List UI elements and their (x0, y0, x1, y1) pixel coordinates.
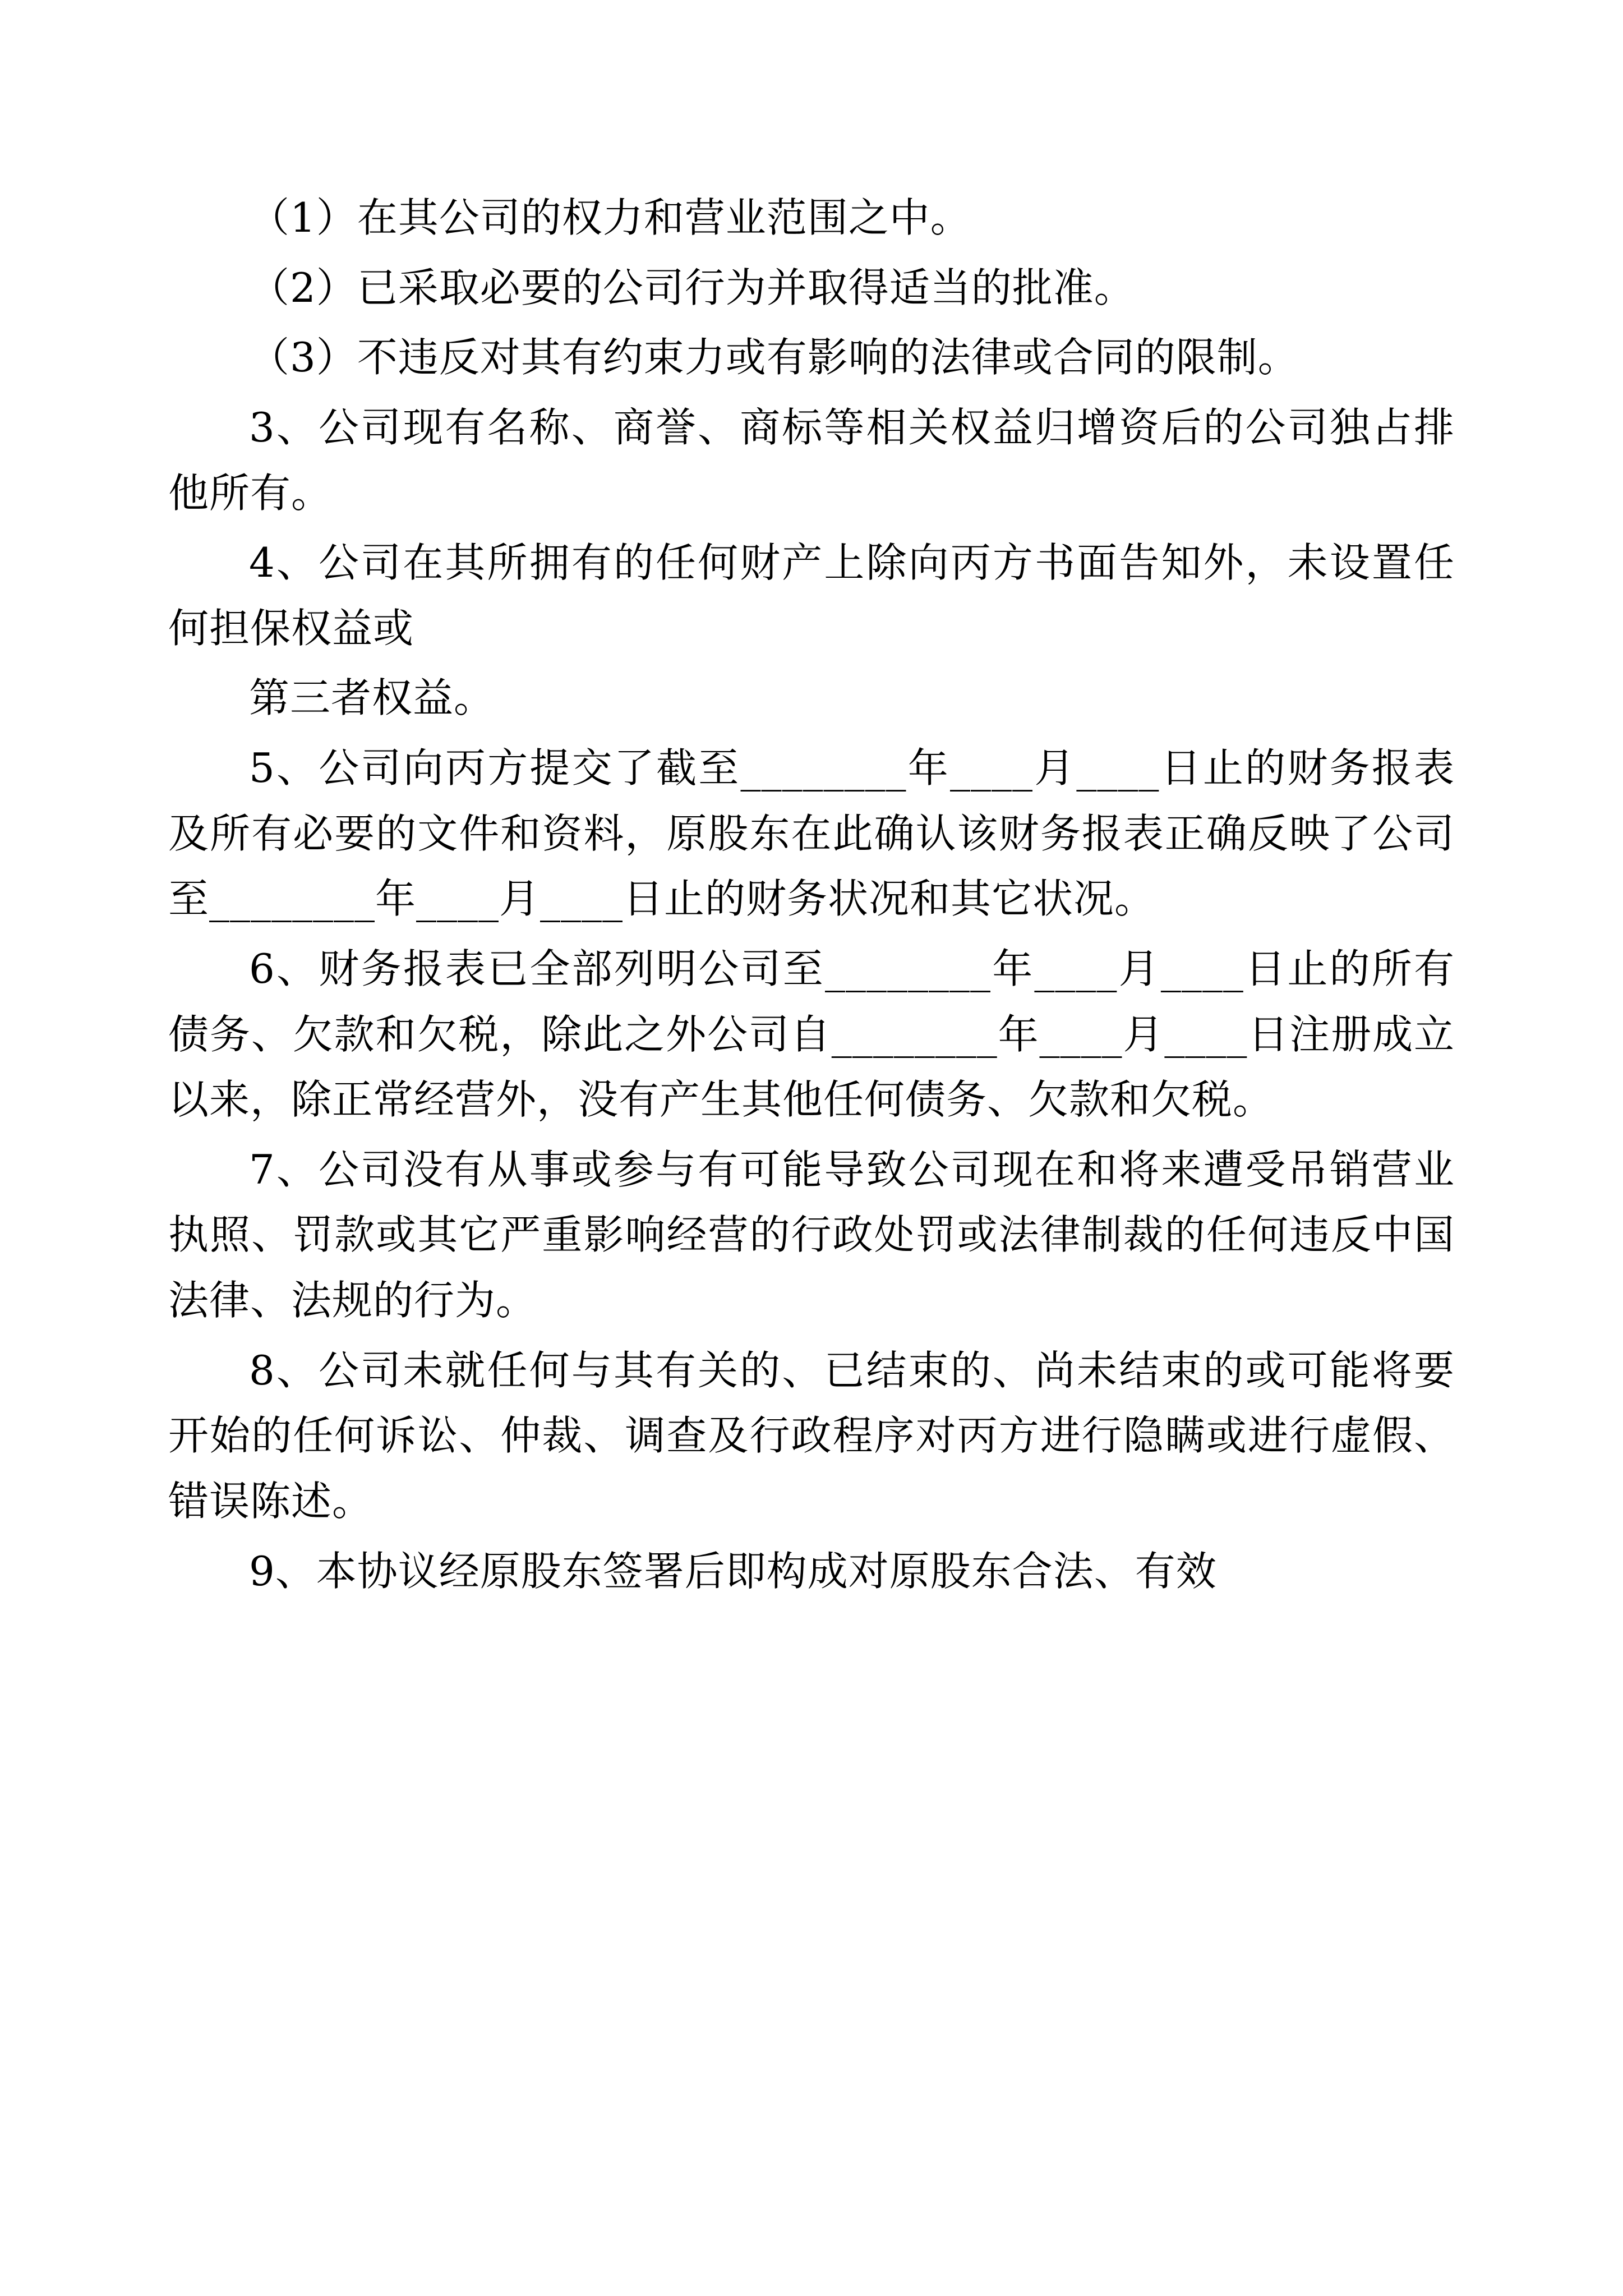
document-body (168, 185, 1455, 1604)
paragraph-clause-4: 4、公司在其所拥有的任何财产上除向丙方书面告知外，未设置任何担保权益或 (168, 539, 1455, 652)
paragraph-item-1: （1）在其公司的权力和营业范围之中。 (249, 194, 971, 241)
paragraph-item-3: （3）不违反对其有约束力或有影响的法律或合同的限制。 (249, 334, 1299, 381)
paragraph-clause-7: 7、公司没有从事或参与有可能导致公司现在和将来遭受吊销营业执照、罚款或其它严重影响经营的行政处罚或法律制裁的任何违反中国法律、法规的行为。 (168, 1145, 1455, 1324)
paragraph-third-party-rights: 第三者权益。 (249, 674, 495, 722)
paragraph-clause-6: 6、财务报表已全部列明公司至________年____月____日止的所有债务、欠款和欠税，除此之外公司自________年____月____日注册成立以来，除正常经营外，没有产生其他任何债务、欠款和欠税。 (168, 945, 1455, 1124)
paragraph-clause-9: 9、本协议经原股东签署后即构成对原股东合法、有效 (249, 1547, 1217, 1595)
paragraph-clause-8: 8、公司未就任何与其有关的、已结束的、尚未结束的或可能将要开始的任何诉讼、仲裁、调查及行政程序对丙方进行隐瞒或进行虚假、错误陈述。 (168, 1346, 1455, 1525)
paragraph-clause-3: 3、公司现有名称、商誉、商标等相关权益归增资后的公司独占排他所有。 (168, 403, 1455, 517)
paragraph-clause-5: 5、公司向丙方提交了截至________年____月____日止的财务报表及所有必要的文件和资料，原股东在此确认该财务报表正确反映了公司至________年____月____日止的财务状况和其它状况。 (168, 744, 1455, 923)
paragraph-item-2: （2）已采取必要的公司行为并取得适当的批准。 (249, 264, 1135, 311)
